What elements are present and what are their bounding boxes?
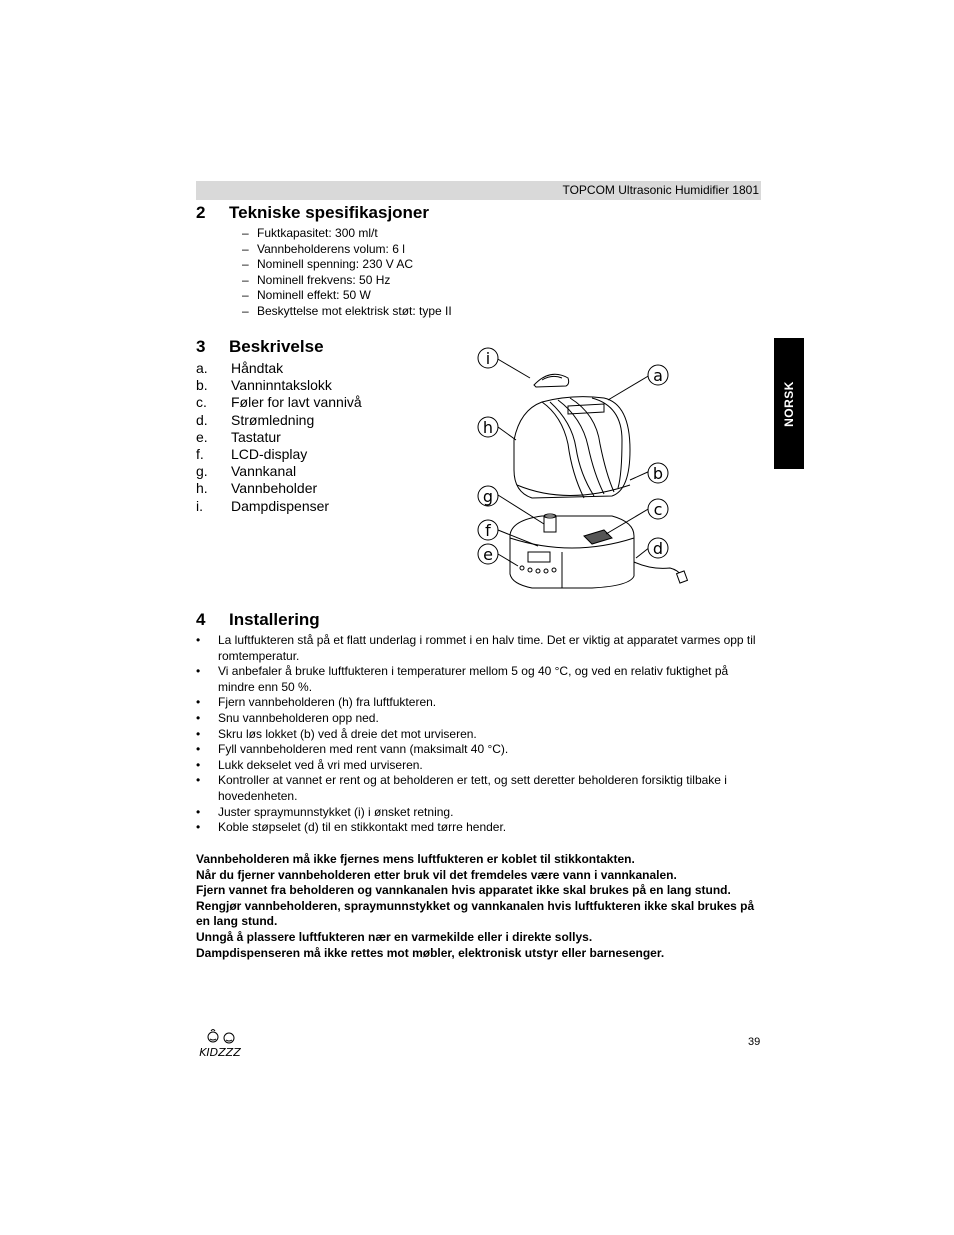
part-item — [196, 498, 362, 515]
spec-text: Nominell frekvens: 50 Hz — [257, 272, 391, 287]
part-letter: d. — [196, 411, 208, 428]
language-tab — [774, 338, 804, 469]
spec-item: – Fuktkapasitet: 300 ml/t — [242, 226, 378, 240]
callout-label-c: c — [653, 500, 663, 519]
part-text: Vannbeholder — [231, 480, 318, 497]
part-item — [196, 412, 362, 429]
part-letter: h. — [196, 480, 208, 497]
warning-text: Unngå å plassere luftfukteren nær en varmekilde eller i direkte sollys. — [196, 929, 593, 944]
step-text: Lukk dekselet ved å vri med urviseren. — [218, 757, 423, 772]
part-letter: c. — [196, 394, 207, 411]
header-bar — [196, 181, 761, 200]
leader-line-a — [608, 375, 650, 400]
part-item — [196, 394, 362, 411]
callout-label-d: d — [652, 539, 664, 558]
section-4-heading — [196, 610, 320, 630]
step-item: • Koble støpselet (d) til en stikkontakt med tørre hender. — [196, 820, 507, 835]
leader-line-g — [498, 495, 544, 524]
step-item: • Snu vannbeholderen opp ned. — [196, 710, 379, 725]
part-text: LCD-display — [231, 446, 308, 463]
spec-item: – Beskyttelse mot elektrisk støt: type II — [242, 303, 452, 318]
section-2-title: Tekniske spesifikasjoner — [229, 203, 430, 222]
logo-smile-2 — [226, 1040, 232, 1041]
step-text: Skru løs lokket (b) ved å dreie det mot urviseren. — [218, 726, 477, 741]
spec-text: Vannbeholderens volum: 6 l — [257, 241, 405, 256]
warning-text: Når du fjerner vannbeholderen etter bruk vil det fremdeles være vann i vannkanalen. — [196, 867, 677, 882]
spec-item: – Nominell spenning: 230 V AC — [242, 257, 414, 271]
step-text: Juster spraymunnstykket (i) i ønsket retning. — [218, 804, 454, 819]
step-item: • Fjern vannbeholderen (h) fra luftfukteren. — [196, 695, 437, 710]
logo-hair — [211, 1030, 215, 1032]
spec-text: Nominell effekt: 50 W — [257, 288, 371, 302]
callout-label-b: b — [652, 464, 664, 483]
installation-steps — [196, 633, 766, 836]
step-item: • Skru løs lokket (b) ved å dreie det mot urviseren. — [196, 726, 477, 741]
spec-text: Fuktkapasitet: 300 ml/t — [257, 226, 378, 240]
callout-label-a: a — [653, 366, 663, 385]
part-letter: g. — [196, 463, 208, 480]
part-item — [196, 429, 362, 446]
language-tab-label: NORSK — [782, 380, 796, 427]
part-text: Håndtak — [231, 360, 284, 376]
warning-text: Vannbeholderen må ikke fjernes mens luftfukteren er koblet til stikkontakten. — [196, 852, 635, 866]
step-text: Fyll vannbeholderen med rent vann (maksimalt 40 °C). — [218, 742, 509, 757]
step-item: • Juster spraymunnstykket (i) i ønsket retning. — [196, 804, 454, 819]
part-text: Vanninntakslokk — [231, 377, 332, 394]
logo-text: KIDZZZ — [199, 1046, 241, 1059]
warning-text: Rengjør vannbeholderen, spraymunnstykket og vannkanalen hvis luftfukteren ikke skal brukes på en lang stund. — [196, 898, 755, 929]
part-item — [196, 360, 362, 377]
part-item — [196, 463, 362, 480]
callout-label-i: i — [485, 349, 491, 368]
step-text: Kontroller at vannet er rent og at beholderen er tett, og sett deretter beholderen forsiktig tilbake i hovedenheten. — [218, 773, 727, 803]
parts-list — [196, 360, 362, 515]
part-item — [196, 377, 362, 394]
spec-text: Beskyttelse mot elektrisk støt: type II — [257, 303, 452, 318]
step-item: • La luftfukteren stå på et flatt underlag i rommet i en halv time. Det er viktig at apparatet varmes opp til romtemperatur. — [196, 633, 756, 663]
leader-line-h — [498, 427, 516, 440]
section-2-number: 2 — [196, 203, 206, 222]
part-letter: i. — [196, 497, 203, 514]
humidifier-diagram — [472, 340, 702, 590]
spec-item: – Vannbeholderens volum: 6 l — [242, 241, 405, 256]
step-text: Koble støpselet (d) til en stikkontakt med tørre hender. — [218, 820, 507, 835]
step-text: Snu vannbeholderen opp ned. — [218, 710, 379, 725]
callout-label-h: h — [482, 418, 494, 437]
part-letter: e. — [196, 428, 208, 445]
kidzzz-logo — [193, 1028, 247, 1060]
part-item — [196, 480, 362, 497]
leader-line-i — [496, 358, 530, 378]
section-4-title: Installering — [229, 610, 320, 629]
section-3-heading — [196, 337, 324, 357]
warning-text: Fjern vannet fra beholderen og vannkanalen hvis apparatet ikke skal brukes på en lang stund. — [196, 883, 731, 898]
part-item — [196, 446, 362, 463]
warning-text: Dampdispenseren må ikke rettes mot møbler, elektronisk utstyr eller barnesenger. — [196, 945, 665, 960]
step-text: Vi anbefaler å bruke luftfukteren i temperaturer mellom 5 og 40 °C, og ved en relativ fuktighet på mindre enn 50 %. — [218, 664, 729, 694]
step-item: • Lukk dekselet ved å vri med urviseren. — [196, 757, 423, 772]
part-letter: f. — [196, 446, 204, 463]
section-2-heading — [196, 203, 429, 223]
leader-line-b — [630, 471, 650, 480]
part-text: Tastatur — [231, 428, 281, 445]
part-text: Føler for lavt vannivå — [231, 394, 362, 411]
callout-label-f: f — [485, 521, 491, 540]
water-tank-shape — [514, 397, 630, 498]
power-cord-line — [634, 562, 682, 576]
part-letter: b. — [196, 377, 208, 394]
step-text: La luftfukteren stå på et flatt underlag i rommet i en halv time. Det er viktig at apparatet varmes opp til romtemperatur. — [218, 633, 756, 663]
logo-smile-1 — [210, 1039, 216, 1040]
spec-list — [242, 226, 452, 319]
step-text: Fjern vannbeholderen (h) fra luftfukteren. — [218, 695, 437, 710]
section-4-number: 4 — [196, 610, 206, 629]
plug-shape — [677, 571, 688, 583]
header-title: TOPCOM Ultrasonic Humidifier 1801 — [562, 183, 759, 197]
step-item: • Fyll vannbeholderen med rent vann (maksimalt 40 °C). — [196, 742, 509, 757]
part-text: Dampdispenser — [231, 497, 330, 514]
spec-item: – Nominell frekvens: 50 Hz — [242, 272, 391, 287]
page-number: 39 — [748, 1036, 761, 1048]
spec-text: Nominell spenning: 230 V AC — [257, 257, 414, 271]
part-text: Vannkanal — [231, 463, 297, 480]
callout-label-e: e — [483, 545, 493, 564]
warnings-block — [196, 852, 766, 961]
section-3-title: Beskrivelse — [229, 337, 324, 356]
step-item: • Vi anbefaler å bruke luftfukteren i temperaturer mellom 5 og 40 °C, og ved en relativ fuktighet på mindre enn 50 %. — [196, 664, 729, 694]
section-3-number: 3 — [196, 337, 206, 356]
part-text: Strømledning — [231, 411, 315, 428]
part-letter: a. — [196, 360, 208, 376]
spec-item: – Nominell effekt: 50 W — [242, 288, 371, 302]
step-item: • Kontroller at vannet er rent og at beholderen er tett, og sett deretter beholderen forsiktig tilbake i hovedenheten. — [196, 773, 727, 803]
callout-label-g: g — [482, 487, 494, 506]
